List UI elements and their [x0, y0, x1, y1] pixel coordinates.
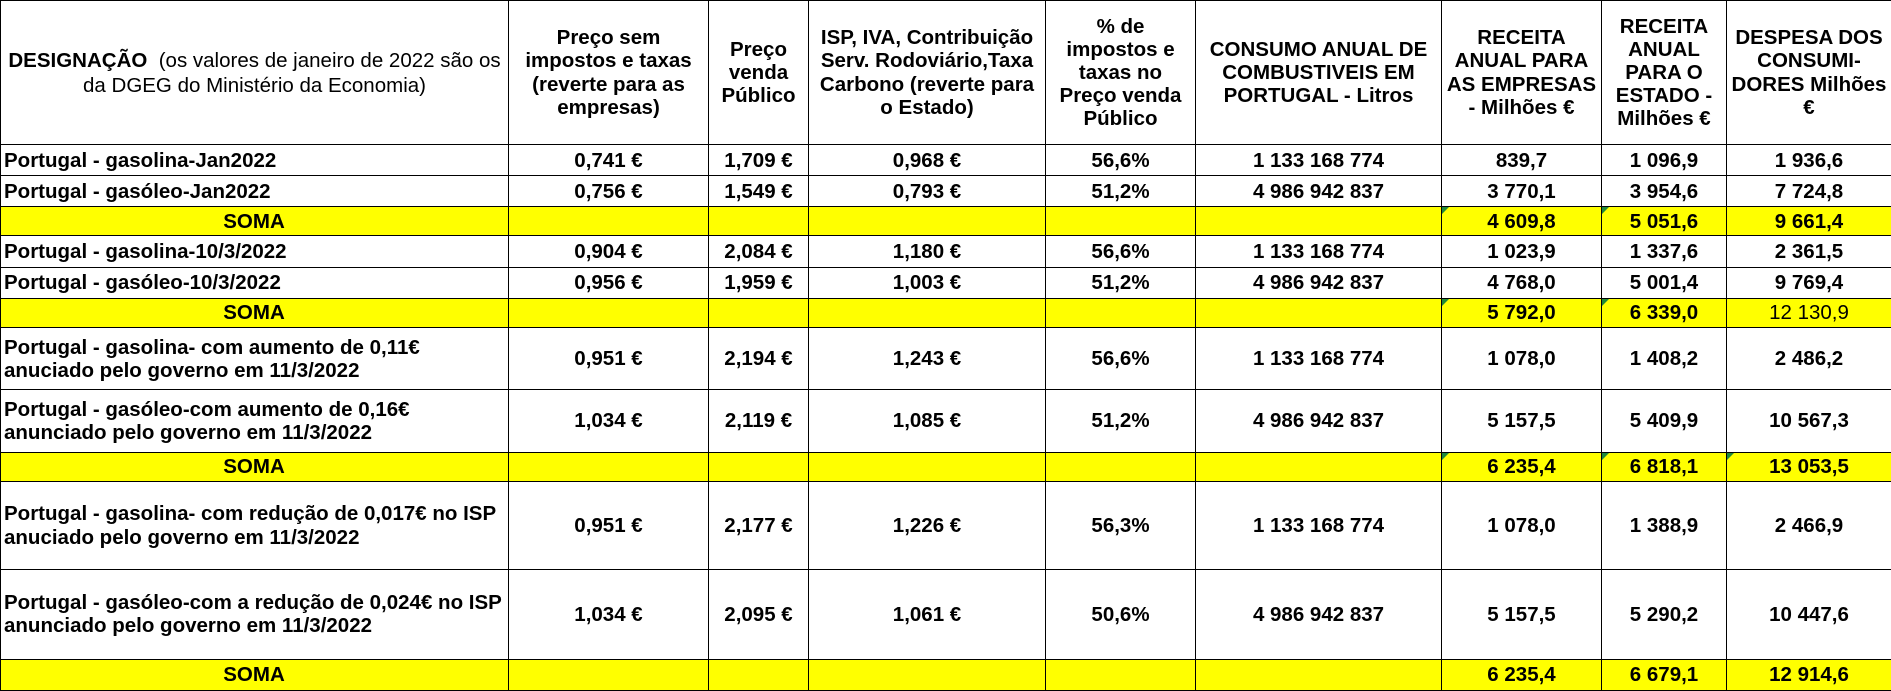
table-row	[1, 570, 1891, 659]
cell-pct: 51,2%	[1046, 176, 1196, 207]
soma-label: SOMA	[1, 207, 509, 236]
soma-row	[1, 659, 1891, 690]
cell-impostos: 1,180 €	[809, 236, 1046, 267]
header-receita-empresas: RECEITA ANUAL PARA AS EMPRESAS - Milhões €	[1442, 1, 1602, 145]
cell-receita-estado: 1 408,2	[1602, 327, 1727, 389]
cell-impostos: 1,003 €	[809, 267, 1046, 298]
cell-receita-estado: 1 337,6	[1602, 236, 1727, 267]
cell-consumo: 1 133 168 774	[1196, 145, 1442, 176]
cell-consumo: 4 986 942 837	[1196, 267, 1442, 298]
cell-receita-estado: 5 001,4	[1602, 267, 1727, 298]
cell-receita-estado: 5 409,9	[1602, 390, 1727, 452]
cell-receita-estado: 3 954,6	[1602, 176, 1727, 207]
empty-cell	[509, 659, 709, 690]
header-despesa-consumidores: DESPESA DOS CONSUMI-DORES Milhões €	[1727, 1, 1891, 145]
empty-cell	[1046, 452, 1196, 481]
row-label: Portugal - gasóleo-com aumento de 0,16€ anunciado pelo governo em 11/3/2022	[1, 390, 509, 452]
cell-preco-venda: 1,709 €	[709, 145, 809, 176]
empty-cell	[1196, 207, 1442, 236]
cell-pct: 51,2%	[1046, 267, 1196, 298]
header-designacao-note: (os valores de janeiro de 2022 são os da DGEG do Ministério da Economia)	[83, 48, 501, 97]
cell-receita-estado: 1 388,9	[1602, 481, 1727, 569]
cell-pct: 56,3%	[1046, 481, 1196, 569]
cell-despesa: 1 936,6	[1727, 145, 1891, 176]
row-label: Portugal - gasóleo-com a redução de 0,024€ no ISP anunciado pelo governo em 11/3/2022	[1, 570, 509, 659]
header-receita-estado: RECEITA ANUAL PARA O ESTADO - Milhões €	[1602, 1, 1727, 145]
row-label: Portugal - gasolina- com redução de 0,017€ no ISP anuciado pelo governo em 11/3/2022	[1, 481, 509, 569]
soma-label: SOMA	[1, 452, 509, 481]
cell-preco-venda: 2,084 €	[709, 236, 809, 267]
cell-preco-sem: 0,951 €	[509, 481, 709, 569]
empty-cell	[709, 207, 809, 236]
header-preco-sem-impostos: Preço sem impostos e taxas (reverte para as empresas)	[509, 1, 709, 145]
cell-pct: 51,2%	[1046, 390, 1196, 452]
cell-impostos: 0,793 €	[809, 176, 1046, 207]
empty-cell	[709, 452, 809, 481]
table-row	[1, 145, 1891, 176]
cell-despesa: 10 447,6	[1727, 570, 1891, 659]
cell-preco-venda: 1,549 €	[709, 176, 809, 207]
cell-preco-sem: 0,756 €	[509, 176, 709, 207]
cell-receita-estado: 1 096,9	[1602, 145, 1727, 176]
empty-cell	[809, 659, 1046, 690]
cell-despesa: 2 466,9	[1727, 481, 1891, 569]
header-consumo-anual: CONSUMO ANUAL DE COMBUSTIVEIS EM PORTUGAL - Litros	[1196, 1, 1442, 145]
cell-impostos: 1,226 €	[809, 481, 1046, 569]
cell-preco-venda: 2,177 €	[709, 481, 809, 569]
cell-consumo: 1 133 168 774	[1196, 481, 1442, 569]
header-row	[1, 1, 1891, 145]
cell-preco-sem: 0,741 €	[509, 145, 709, 176]
header-designacao-title: DESIGNAÇÃO	[8, 48, 148, 72]
empty-cell	[1046, 659, 1196, 690]
table-row	[1, 327, 1891, 389]
cell-consumo: 1 133 168 774	[1196, 327, 1442, 389]
cell-receita-empresas: 5 157,5	[1442, 390, 1602, 452]
cell-impostos: 1,243 €	[809, 327, 1046, 389]
cell-consumo: 4 986 942 837	[1196, 176, 1442, 207]
cell-receita-empresas: 4 768,0	[1442, 267, 1602, 298]
cell-receita-empresas: 5 157,5	[1442, 570, 1602, 659]
cell-preco-venda: 1,959 €	[709, 267, 809, 298]
cell-consumo: 1 133 168 774	[1196, 236, 1442, 267]
soma-despesa: 13 053,5	[1727, 452, 1891, 481]
cell-preco-venda: 2,119 €	[709, 390, 809, 452]
cell-preco-sem: 1,034 €	[509, 570, 709, 659]
cell-preco-venda: 2,095 €	[709, 570, 809, 659]
soma-despesa: 9 661,4	[1727, 207, 1891, 236]
cell-pct: 56,6%	[1046, 145, 1196, 176]
cell-receita-empresas: 839,7	[1442, 145, 1602, 176]
row-label: Portugal - gasolina-Jan2022	[1, 145, 509, 176]
table-row	[1, 176, 1891, 207]
cell-receita-empresas: 1 078,0	[1442, 481, 1602, 569]
empty-cell	[809, 452, 1046, 481]
cell-preco-sem: 0,956 €	[509, 267, 709, 298]
cell-impostos: 1,061 €	[809, 570, 1046, 659]
cell-preco-sem: 0,904 €	[509, 236, 709, 267]
empty-cell	[1046, 207, 1196, 236]
cell-consumo: 4 986 942 837	[1196, 390, 1442, 452]
table-row	[1, 390, 1891, 452]
table-row	[1, 481, 1891, 569]
header-preco-venda: Preço venda Público	[709, 1, 809, 145]
cell-despesa: 7 724,8	[1727, 176, 1891, 207]
cell-despesa: 2 361,5	[1727, 236, 1891, 267]
cell-preco-sem: 0,951 €	[509, 327, 709, 389]
cell-receita-empresas: 1 078,0	[1442, 327, 1602, 389]
empty-cell	[809, 207, 1046, 236]
empty-cell	[1196, 298, 1442, 327]
cell-consumo: 4 986 942 837	[1196, 570, 1442, 659]
header-designacao	[1, 1, 509, 145]
cell-despesa: 9 769,4	[1727, 267, 1891, 298]
soma-row	[1, 298, 1891, 327]
cell-receita-estado: 5 290,2	[1602, 570, 1727, 659]
empty-cell	[709, 659, 809, 690]
soma-receita-estado: 6 679,1	[1602, 659, 1727, 690]
table-row	[1, 236, 1891, 267]
soma-row	[1, 452, 1891, 481]
empty-cell	[1196, 452, 1442, 481]
header-pct-impostos: % de impostos e taxas no Preço venda Público	[1046, 1, 1196, 145]
table-row	[1, 267, 1891, 298]
cell-preco-sem: 1,034 €	[509, 390, 709, 452]
soma-receita-estado: 5 051,6	[1602, 207, 1727, 236]
cell-impostos: 0,968 €	[809, 145, 1046, 176]
soma-receita-empresas: 4 609,8	[1442, 207, 1602, 236]
cell-pct: 56,6%	[1046, 327, 1196, 389]
empty-cell	[509, 207, 709, 236]
soma-receita-estado: 6 818,1	[1602, 452, 1727, 481]
empty-cell	[709, 298, 809, 327]
row-label: Portugal - gasolina-10/3/2022	[1, 236, 509, 267]
soma-row	[1, 207, 1891, 236]
soma-despesa: 12 130,9	[1727, 298, 1891, 327]
soma-receita-empresas: 6 235,4	[1442, 452, 1602, 481]
soma-label: SOMA	[1, 298, 509, 327]
soma-receita-estado: 6 339,0	[1602, 298, 1727, 327]
soma-label: SOMA	[1, 659, 509, 690]
soma-despesa: 12 914,6	[1727, 659, 1891, 690]
cell-receita-empresas: 1 023,9	[1442, 236, 1602, 267]
cell-impostos: 1,085 €	[809, 390, 1046, 452]
cell-despesa: 10 567,3	[1727, 390, 1891, 452]
row-label: Portugal - gasóleo-Jan2022	[1, 176, 509, 207]
empty-cell	[509, 452, 709, 481]
empty-cell	[509, 298, 709, 327]
row-label: Portugal - gasolina- com aumento de 0,11€ anuciado pelo governo em 11/3/2022	[1, 327, 509, 389]
empty-cell	[1046, 298, 1196, 327]
empty-cell	[1196, 659, 1442, 690]
header-isp-iva: ISP, IVA, Contribuição Serv. Rodoviário,Taxa Carbono (reverte para o Estado)	[809, 1, 1046, 145]
cell-pct: 50,6%	[1046, 570, 1196, 659]
cell-receita-empresas: 3 770,1	[1442, 176, 1602, 207]
soma-receita-empresas: 6 235,4	[1442, 659, 1602, 690]
cell-pct: 56,6%	[1046, 236, 1196, 267]
empty-cell	[809, 298, 1046, 327]
row-label: Portugal - gasóleo-10/3/2022	[1, 267, 509, 298]
cell-preco-venda: 2,194 €	[709, 327, 809, 389]
soma-receita-empresas: 5 792,0	[1442, 298, 1602, 327]
cell-despesa: 2 486,2	[1727, 327, 1891, 389]
